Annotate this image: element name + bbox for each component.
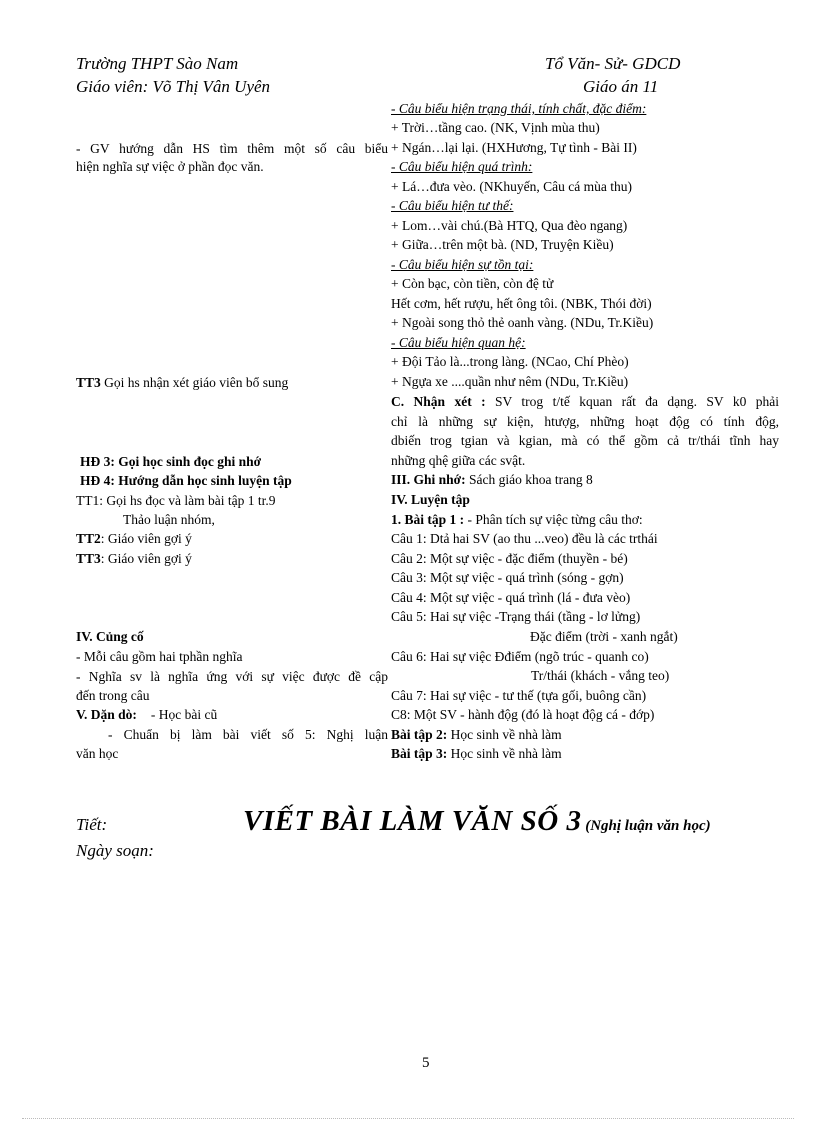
page-number: 5 <box>422 1055 430 1071</box>
teacher-guide-line1: - GV hướng dẫn HS tìm thêm một số câu biểu <box>76 141 388 156</box>
prepare-essay-line1: - Chuẩn bị làm bài viết số 5: Nghị luận <box>108 727 388 742</box>
exercise-1-line-2: Câu 2: Một sự việc - đặc điểm (thuyền - bé) <box>391 551 628 566</box>
tt2-activity <box>76 530 192 548</box>
tt1-activity: TT1: Gọi hs đọc và làm bài tập 1 tr.9 <box>76 493 276 508</box>
period-label: Tiết: <box>76 815 108 834</box>
exercise-1-text: - Phân tích sự việc từng câu thơ: <box>464 512 643 527</box>
tt3b-text: : Giáo viên gợi ý <box>100 551 192 566</box>
state-example-2: + Ngán…lại lại. (HXHương, Tự tình - Bài II) <box>391 140 637 155</box>
existence-sentences-heading: - Câu biểu hiện sự tồn tại: <box>391 257 534 272</box>
exercise-2-text: Học sinh về nhà làm <box>447 727 562 742</box>
next-lesson-title-main: VIẾT BÀI LÀM VĂN SỐ 3 <box>243 805 582 837</box>
consolidation-point-2-line1: - Nghĩa sv là nghĩa ứng với sự việc được đề cập <box>76 669 388 684</box>
state-sentences-heading: - Câu biểu hiện trạng thái, tính chất, đặc điểm: <box>391 101 647 116</box>
page-bottom-border <box>22 1118 794 1119</box>
exercise-2-label: Bài tập 2: <box>391 727 448 742</box>
exercise-1-heading <box>391 511 643 529</box>
tt3b-activity <box>76 550 192 568</box>
remark-text-1: SV trog t/tế kquan rất đa dạng. SV k0 phải <box>485 394 779 409</box>
posture-example-1: + Lom…vài chú.(Bà HTQ, Qua đèo ngang) <box>391 218 628 233</box>
tt2-label: TT2 <box>76 531 101 546</box>
group-discussion: Thảo luận nhóm, <box>123 512 215 527</box>
remark-line4: những qhệ giữa các svật. <box>391 453 526 468</box>
tt3-label: TT3 <box>76 375 101 390</box>
tt3-activity <box>76 374 288 392</box>
exercise-3-label: Bài tập 3: <box>391 746 448 761</box>
practice-heading: IV. Luyện tập <box>391 492 470 507</box>
state-example-1: + Trời…tầng cao. (NK, Vịnh mùa thu) <box>391 120 600 135</box>
exercise-1-line-6: Câu 6: Hai sự việc Đđiểm (ngõ trúc - quanh co) <box>391 649 649 664</box>
exercise-1-label: 1. Bài tập 1 : <box>391 512 465 527</box>
homework-instructions <box>76 706 217 724</box>
memorize-section <box>391 471 593 489</box>
process-sentences-heading: - Câu biểu hiện quá trình: <box>391 159 533 174</box>
consolidation-point-2-line2: đến trong câu <box>76 688 150 703</box>
exercise-1-line-1: Câu 1: Dtả hai SV (ao thu ...veo) đều là các trthái <box>391 531 658 546</box>
remark-line3: dbiến trog tgian và kgian, mà có thể gồm cả tr/thái tĩnh hay <box>391 433 779 448</box>
exercise-1-line-5: Câu 5: Hai sự việc -Trạng thái (tầng - lơ lửng) <box>391 609 641 624</box>
existence-example-1b: Hết cơm, hết rượu, hết ông tôi. (NBK, Thói đời) <box>391 296 652 311</box>
process-example-1: + Lá…đưa vèo. (NKhuyến, Câu cá mùa thu) <box>391 179 632 194</box>
posture-sentences-heading: - Câu biểu hiện tư thế: <box>391 198 514 213</box>
existence-example-2: + Ngoài song thỏ thẻ oanh vàng. (NDu, Tr.Kiều) <box>391 315 654 330</box>
department-name: Tổ Văn- Sử- GDCD <box>545 54 681 73</box>
activity-4-heading: HĐ 4: Hướng dẫn học sinh luyện tập <box>80 473 292 488</box>
posture-example-2: + Giữa…trên một bà. (ND, Truyện Kiều) <box>391 237 614 252</box>
relation-example-1: + Đội Tảo là...trong làng. (NCao, Chí Phèo) <box>391 354 629 369</box>
existence-example-1a: + Còn bạc, còn tiền, còn đệ tử <box>391 276 554 291</box>
remark-line1 <box>391 393 779 411</box>
prepare-essay-line2: văn học <box>76 746 119 761</box>
teacher-guide-line2: hiện nghĩa sự việc ở phần đọc văn. <box>76 159 264 174</box>
tt3-text: Gọi hs nhận xét giáo viên bổ sung <box>100 375 289 390</box>
next-lesson-title <box>243 804 711 844</box>
remark-label: C. Nhận xét : <box>391 394 486 409</box>
memorize-text: Sách giáo khoa trang 8 <box>465 472 593 487</box>
teacher-name: Giáo viên: Võ Thị Vân Uyên <box>76 77 271 96</box>
exercise-3 <box>391 745 562 763</box>
consolidation-point-1: - Mỗi câu gồm hai tphần nghĩa <box>76 649 243 664</box>
homework-label: V. Dặn dò: <box>76 707 137 722</box>
homework-text: - Học bài cũ <box>150 707 218 722</box>
remark-line2: chỉ là những sự kiện, htượg, những hoạt độg có tính độg, <box>391 414 779 429</box>
exercise-1-line-8: C8: Một SV - hành độg (đó là hoạt độg cá - đớp) <box>391 707 655 722</box>
exercise-1-line-3: Câu 3: Một sự việc - quá trình (sóng - gợn) <box>391 570 624 585</box>
consolidation-heading: IV. Củng cố <box>76 629 144 644</box>
exercise-3-text: Học sinh về nhà làm <box>447 746 562 761</box>
exercise-1-line-4: Câu 4: Một sự việc - quá trình (lá - đưa vèo) <box>391 590 631 605</box>
next-lesson-title-sub: (Nghị luận văn học) <box>581 818 711 834</box>
relation-sentences-heading: - Câu biểu hiện quan hệ: <box>391 335 526 350</box>
activity-3-heading: HĐ 3: Gọi học sinh đọc ghi nhớ <box>80 454 262 469</box>
prep-date-label: Ngày soạn: <box>76 841 154 860</box>
exercise-1-line-6b: Tr/thái (khách - vắng teo) <box>531 668 670 683</box>
lesson-plan-label: Giáo án 11 <box>583 77 659 96</box>
exercise-1-line-7: Câu 7: Hai sự việc - tư thế (tựa gối, buông cần) <box>391 688 647 703</box>
exercise-2 <box>391 726 562 744</box>
memorize-label: III. Ghi nhớ: <box>391 472 466 487</box>
tt2-text: : Giáo viên gợi ý <box>100 531 192 546</box>
exercise-1-line-5b: Đặc điểm (trời - xanh ngắt) <box>530 629 678 644</box>
school-name: Trường THPT Sào Nam <box>76 54 239 73</box>
relation-example-2: + Ngựa xe ....quần như nêm (NDu, Tr.Kiều) <box>391 374 629 389</box>
tt3b-label: TT3 <box>76 551 101 566</box>
